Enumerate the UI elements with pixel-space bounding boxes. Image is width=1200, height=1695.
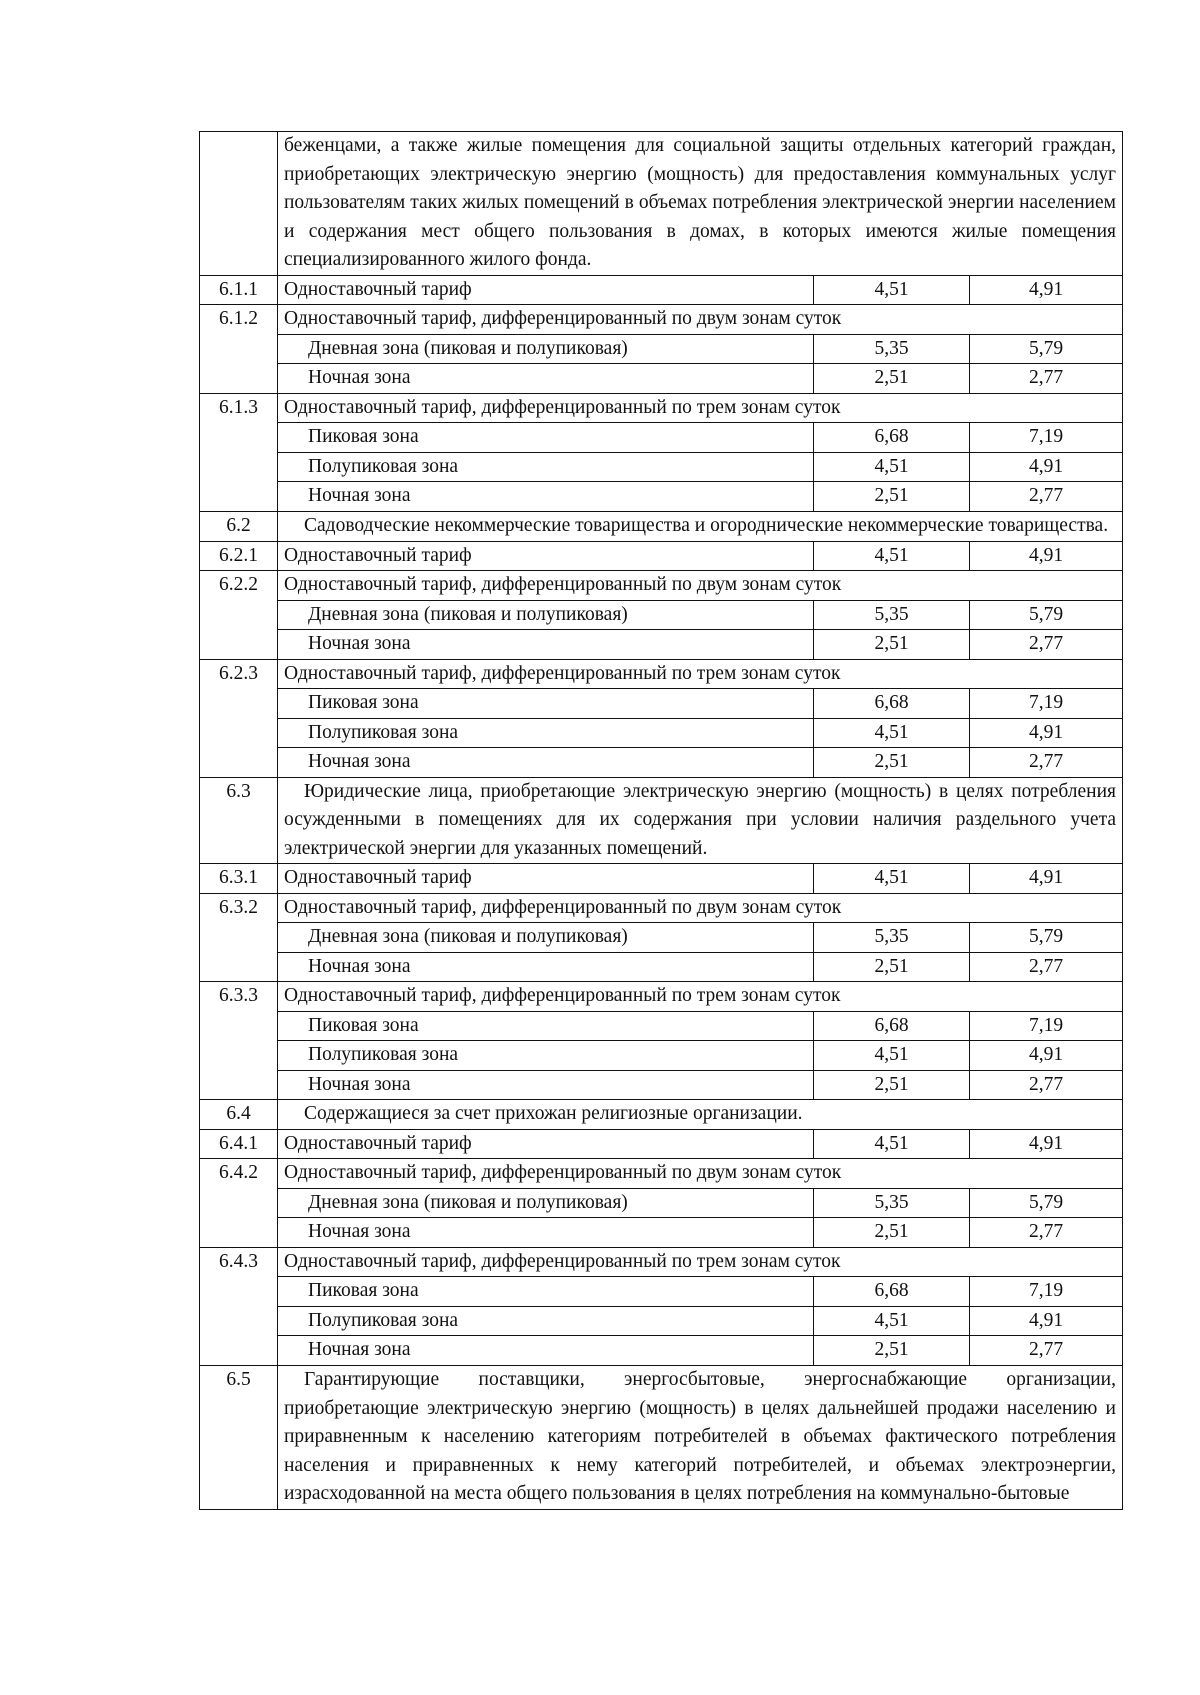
tariff-value-1: 2,51 bbox=[814, 952, 970, 982]
zone-name: Ночная зона bbox=[278, 1218, 814, 1248]
zone-name: Полупиковая зона bbox=[278, 1306, 814, 1336]
row-number: 6.4 bbox=[200, 1100, 278, 1130]
row-number: 6.3 bbox=[200, 777, 278, 864]
tariff-group-name: Одноставочный тариф, дифференцированный по трем зонам суток bbox=[278, 982, 1123, 1012]
zone-name: Дневная зона (пиковая и полупиковая) bbox=[278, 1188, 814, 1218]
zone-name: Пиковая зона bbox=[278, 1011, 814, 1041]
zone-name: Полупиковая зона bbox=[278, 718, 814, 748]
table-row bbox=[200, 1041, 1123, 1071]
zone-name: Пиковая зона bbox=[278, 689, 814, 719]
row-number: 6.4.1 bbox=[200, 1129, 278, 1159]
zone-name: Ночная зона bbox=[278, 364, 814, 394]
row-number: 6.1.3 bbox=[200, 393, 278, 423]
row-number-empty bbox=[200, 1011, 278, 1041]
table-row bbox=[200, 630, 1123, 660]
row-number: 6.2.3 bbox=[200, 659, 278, 689]
table-row bbox=[200, 893, 1123, 923]
table-row bbox=[200, 1247, 1123, 1277]
row-number: 6.4.2 bbox=[200, 1159, 278, 1189]
tariff-value-2: 2,77 bbox=[970, 630, 1123, 660]
tariff-value-2: 4,91 bbox=[970, 452, 1123, 482]
tariff-value-2: 4,91 bbox=[970, 1306, 1123, 1336]
tariff-value-1: 2,51 bbox=[814, 482, 970, 512]
zone-name: Пиковая зона bbox=[278, 1277, 814, 1307]
tariff-value-2: 2,77 bbox=[970, 748, 1123, 778]
tariff-value-2: 2,77 bbox=[970, 364, 1123, 394]
row-number-empty bbox=[200, 718, 278, 748]
tariff-value-1: 4,51 bbox=[814, 541, 970, 571]
table-row bbox=[200, 1100, 1123, 1130]
tariff-value-2: 2,77 bbox=[970, 1218, 1123, 1248]
table-row bbox=[200, 1070, 1123, 1100]
table-row bbox=[200, 923, 1123, 953]
row-number-empty bbox=[200, 1306, 278, 1336]
tariff-value-1: 2,51 bbox=[814, 1218, 970, 1248]
row-number-empty bbox=[200, 748, 278, 778]
tariff-value-2: 4,91 bbox=[970, 1129, 1123, 1159]
tariff-value-2: 5,79 bbox=[970, 1188, 1123, 1218]
tariff-name: Одноставочный тариф bbox=[278, 541, 814, 571]
table-row bbox=[200, 1277, 1123, 1307]
tariff-name: Одноставочный тариф bbox=[278, 275, 814, 305]
tariff-value-2: 5,79 bbox=[970, 334, 1123, 364]
row-description: Садоводческие некоммерческие товарищества и огороднические некоммерческие товарищества. bbox=[278, 511, 1123, 541]
row-number-empty bbox=[200, 452, 278, 482]
zone-name: Ночная зона bbox=[278, 482, 814, 512]
table-row bbox=[200, 1011, 1123, 1041]
row-number: 6.2 bbox=[200, 511, 278, 541]
table-row bbox=[200, 1129, 1123, 1159]
tariff-value-2: 5,79 bbox=[970, 923, 1123, 953]
row-number: 6.1.1 bbox=[200, 275, 278, 305]
tariff-value-2: 7,19 bbox=[970, 689, 1123, 719]
row-description: Гарантирующие поставщики, энергосбытовые, энергоснабжающие организации, приобретающие электрическую энергию (мощность) в целях дальнейшей продажи населению и приравненным к населению категориям потребителей в объемах фактического потребления населения и приравненных к нему категорий потребителей, и объемах электроэнергии, израсходованной на места общего пользования в целях потребления на коммунально-бытовые bbox=[278, 1365, 1123, 1509]
tariff-value-1: 2,51 bbox=[814, 1070, 970, 1100]
tariff-value-2: 4,91 bbox=[970, 541, 1123, 571]
tariff-value-2: 2,77 bbox=[970, 1336, 1123, 1366]
row-number: 6.1.2 bbox=[200, 305, 278, 335]
table-row bbox=[200, 1159, 1123, 1189]
table-row bbox=[200, 482, 1123, 512]
table-row bbox=[200, 393, 1123, 423]
tariff-value-1: 6,68 bbox=[814, 1277, 970, 1307]
table-row bbox=[200, 423, 1123, 453]
tariff-value-2: 2,77 bbox=[970, 482, 1123, 512]
tariff-value-1: 5,35 bbox=[814, 334, 970, 364]
row-number: 6.4.3 bbox=[200, 1247, 278, 1277]
row-description: Юридические лица, приобретающие электрическую энергию (мощность) в целях потребления осужденными в помещениях для их содержания при условии наличия раздельного учета электрической энергии для указанных помещений. bbox=[278, 777, 1123, 864]
tariff-value-2: 4,91 bbox=[970, 864, 1123, 894]
tariff-value-1: 5,35 bbox=[814, 923, 970, 953]
tariff-value-1: 2,51 bbox=[814, 1336, 970, 1366]
tariff-group-name: Одноставочный тариф, дифференцированный по трем зонам суток bbox=[278, 1247, 1123, 1277]
zone-name: Полупиковая зона bbox=[278, 452, 814, 482]
table-row bbox=[200, 364, 1123, 394]
table-row bbox=[200, 541, 1123, 571]
tariff-group-name: Одноставочный тариф, дифференцированный по трем зонам суток bbox=[278, 659, 1123, 689]
tariff-value-1: 2,51 bbox=[814, 364, 970, 394]
row-number: 6.5 bbox=[200, 1365, 278, 1509]
row-number-empty bbox=[200, 630, 278, 660]
tariff-value-2: 7,19 bbox=[970, 1277, 1123, 1307]
table-row bbox=[200, 777, 1123, 864]
tariff-name: Одноставочный тариф bbox=[278, 864, 814, 894]
zone-name: Ночная зона bbox=[278, 1336, 814, 1366]
tariff-value-1: 6,68 bbox=[814, 1011, 970, 1041]
row-number-empty bbox=[200, 1218, 278, 1248]
zone-name: Ночная зона bbox=[278, 630, 814, 660]
tariff-value-2: 5,79 bbox=[970, 600, 1123, 630]
zone-name: Дневная зона (пиковая и полупиковая) bbox=[278, 923, 814, 953]
tariff-value-1: 6,68 bbox=[814, 423, 970, 453]
row-number-empty bbox=[200, 923, 278, 953]
table-row bbox=[200, 132, 1123, 276]
row-number-empty bbox=[200, 482, 278, 512]
tariff-value-1: 4,51 bbox=[814, 864, 970, 894]
zone-name: Дневная зона (пиковая и полупиковая) bbox=[278, 334, 814, 364]
row-number-empty bbox=[200, 952, 278, 982]
row-description: Содержащиеся за счет прихожан религиозные организации. bbox=[278, 1100, 1123, 1130]
row-number: 6.2.1 bbox=[200, 541, 278, 571]
tariff-value-2: 2,77 bbox=[970, 1070, 1123, 1100]
row-number-empty bbox=[200, 334, 278, 364]
table-row bbox=[200, 982, 1123, 1012]
zone-name: Пиковая зона bbox=[278, 423, 814, 453]
row-number-empty bbox=[200, 1336, 278, 1366]
tariff-group-name: Одноставочный тариф, дифференцированный по двум зонам суток bbox=[278, 305, 1123, 335]
table-row bbox=[200, 275, 1123, 305]
table-row bbox=[200, 305, 1123, 335]
row-number-empty bbox=[200, 600, 278, 630]
zone-name: Ночная зона bbox=[278, 748, 814, 778]
row-number-empty bbox=[200, 423, 278, 453]
tariff-value-1: 6,68 bbox=[814, 689, 970, 719]
zone-name: Ночная зона bbox=[278, 952, 814, 982]
tariff-value-1: 4,51 bbox=[814, 275, 970, 305]
row-number: 6.3.3 bbox=[200, 982, 278, 1012]
tariff-table bbox=[199, 131, 1123, 1510]
tariff-value-1: 4,51 bbox=[814, 718, 970, 748]
tariff-group-name: Одноставочный тариф, дифференцированный по двум зонам суток bbox=[278, 571, 1123, 601]
table-row bbox=[200, 600, 1123, 630]
row-number bbox=[200, 132, 278, 276]
zone-name: Ночная зона bbox=[278, 1070, 814, 1100]
row-number-empty bbox=[200, 1188, 278, 1218]
tariff-value-1: 5,35 bbox=[814, 600, 970, 630]
table-row bbox=[200, 952, 1123, 982]
table-row bbox=[200, 1306, 1123, 1336]
table-row bbox=[200, 864, 1123, 894]
table-row bbox=[200, 748, 1123, 778]
table-row bbox=[200, 1365, 1123, 1509]
table-row bbox=[200, 689, 1123, 719]
table-row bbox=[200, 571, 1123, 601]
row-number-empty bbox=[200, 689, 278, 719]
table-row bbox=[200, 334, 1123, 364]
tariff-group-name: Одноставочный тариф, дифференцированный по двум зонам суток bbox=[278, 893, 1123, 923]
row-number-empty bbox=[200, 364, 278, 394]
tariff-value-1: 5,35 bbox=[814, 1188, 970, 1218]
table-row bbox=[200, 1218, 1123, 1248]
tariff-value-2: 7,19 bbox=[970, 423, 1123, 453]
row-number-empty bbox=[200, 1277, 278, 1307]
tariff-value-2: 4,91 bbox=[970, 718, 1123, 748]
row-number: 6.3.1 bbox=[200, 864, 278, 894]
table-row bbox=[200, 718, 1123, 748]
table-row bbox=[200, 511, 1123, 541]
tariff-value-1: 2,51 bbox=[814, 630, 970, 660]
table-row bbox=[200, 1188, 1123, 1218]
table-row bbox=[200, 452, 1123, 482]
tariff-group-name: Одноставочный тариф, дифференцированный по двум зонам суток bbox=[278, 1159, 1123, 1189]
tariff-value-1: 4,51 bbox=[814, 1306, 970, 1336]
tariff-group-name: Одноставочный тариф, дифференцированный по трем зонам суток bbox=[278, 393, 1123, 423]
tariff-value-1: 4,51 bbox=[814, 452, 970, 482]
row-description: беженцами, а также жилые помещения для социальной защиты отдельных категорий граждан, приобретающих электрическую энергию (мощность) для предоставления коммунальных услуг пользователям таких жилых помещений в объемах потребления электрической энергии населением и содержания мест общего пользования в домах, в которых имеются жилые помещения специализированного жилого фонда. bbox=[278, 132, 1123, 276]
row-number: 6.2.2 bbox=[200, 571, 278, 601]
tariff-value-2: 4,91 bbox=[970, 1041, 1123, 1071]
tariff-value-2: 7,19 bbox=[970, 1011, 1123, 1041]
table-row bbox=[200, 1336, 1123, 1366]
tariff-value-1: 4,51 bbox=[814, 1041, 970, 1071]
row-number-empty bbox=[200, 1070, 278, 1100]
table-row bbox=[200, 659, 1123, 689]
zone-name: Дневная зона (пиковая и полупиковая) bbox=[278, 600, 814, 630]
tariff-value-2: 2,77 bbox=[970, 952, 1123, 982]
tariff-value-2: 4,91 bbox=[970, 275, 1123, 305]
tariff-value-1: 2,51 bbox=[814, 748, 970, 778]
row-number-empty bbox=[200, 1041, 278, 1071]
tariff-name: Одноставочный тариф bbox=[278, 1129, 814, 1159]
zone-name: Полупиковая зона bbox=[278, 1041, 814, 1071]
row-number: 6.3.2 bbox=[200, 893, 278, 923]
tariff-value-1: 4,51 bbox=[814, 1129, 970, 1159]
